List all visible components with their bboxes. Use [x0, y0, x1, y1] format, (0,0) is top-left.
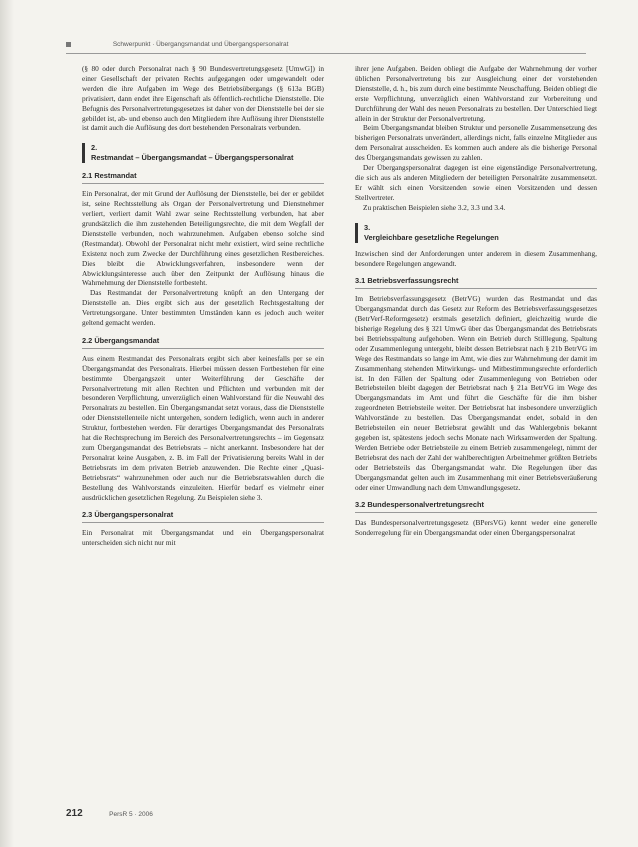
paragraph: Ein Personalrat, der mit Grund der Auflösung der Dienststelle, bei der er gebildet ist, seine Rechtsstellung als Organ der Personalvertretung und Dienstnehmer verliert, verliert damit Wahl zwar seine Rechtsstellung verbunden, hat aber grundsätzlich die ihm zustehenden Beteiligungsrechte, die mit dem Wegfall der Dienststelle verbunden, noch wahrzunehmen. Aufgaben ebenso solche sind (Restmandat). Obwohl der Personalrat nicht mehr existiert, wird seine rechtliche Existenz noch zum Zwecke der Durchführung eines gesetzlichen Restbereiches. Dies bleibt die Abwicklungsverfahren, insbesondere wenn der Abwicklungsinteresse auch über den Zeitpunkt der Auflösung hinaus die Wahrnehmung der Dienststelle fortbesteht.: [82, 189, 324, 288]
paragraph: Ein Personalrat mit Übergangsmandat und ein Übergangspersonalrat unterscheiden sich nicht nur mit: [82, 528, 324, 548]
subheading-betriebsverfassungsrecht: 3.1 Betriebsverfassungsrecht: [355, 276, 597, 289]
paragraph: Der Übergangspersonalrat dagegen ist eine eigenständige Personalvertretung, die sich aus als anderen Mitgliedern der beteiligten Personalräte zusammensetzt. Er wählt sich einen Vorsitzenden sowie einen Vorsitzenden und dessen Stellvertreter.: [355, 163, 597, 202]
paragraph: Aus einem Restmandat des Personalrats ergibt sich aber keinesfalls per se ein Übergangsmandat des Personalrats. Hierbei müssen dessen Fortbestehen für eine bestimmte Übergangszeit unter Weiterführung der Geschäfte der Personalvertretung mit allen Rechten und Pflichten und verbunden mit der besonderen Verpflichtung, unverzüglich einen Wahlvorstand für die Neuwahl des Personalrats zu bestellen. Ein Übergangsmandat setzt voraus, dass die Dienststelle oder Dienststellenteile nicht untergehen, sondern lediglich, wenn auch in anderer Struktur, fortbestehen werden. Für derartiges Übergangsmandat des Personalrats hat die Rechtsprechung im Bereich des Personalvertretungsrechts – im Gegensatz zum Übergangsmandat des Betriebsrats – nicht anerkannt. Insbesondere hat der Personalrat keine Ausgaben, z. B. im Fall der Privatisierung bereits Wahl in der Betriebsrats im dem privaten Betrieb anzuwenden. Die Rechte einer „Quasi-Betriebsrats“ wahrzunehmen oder auch nur die Betriebsratswahlen durch die Bestellung des Wahlvorstands einzuleiten. Hierfür bedarf es vielmehr einer ausdrücklichen gesetzlichen Regelung. Zu Beispielen siehe 3.: [82, 353, 324, 502]
section-number: 2.: [91, 143, 98, 153]
running-head-text: Schwerpunkt · Übergangsmandat und Übergangspersonalrat: [112, 41, 289, 48]
section-heading-3: [355, 223, 597, 243]
section-title: Restmandat – Übergangsmandat – Übergangspersonalrat: [91, 153, 294, 163]
subheading-bundespersonalvertretungsrecht: 3.2 Bundespersonalvertretungsrecht: [355, 500, 597, 513]
paragraph: Inzwischen sind der Anforderungen unter anderem in diesem Zusammenhang, besondere Regelungen angewandt.: [355, 248, 597, 268]
publication-info: PersR 5 · 2006: [109, 811, 153, 818]
left-column: [82, 64, 324, 804]
subheading-uebergangspersonalrat: 2.3 Übergangspersonalrat: [82, 510, 324, 523]
paragraph: Im Betriebsverfassungsgesetz (BetrVG) wurden das Restmandat und das Übergangsmandat durch das Gesetz zur Reform des Betriebsverfassungsgesetzes (BetrVerf-Reformgesetz) erstmals gesetzlich definiert, gleichzeitig wurde die bisherige Regelung des § 321 UmwG über das Übergangsmandat des Betriebsrats bei Betriebsspaltung aufgehoben. Wenn ein Betrieb durch Stilllegung, Spaltung oder Zusammenlegung untergeht, bleibt dessen Betriebsrat nach § 21b BetrVG im Wege des Restmandats so lange im Amt, wie dies zur Wahrnehmung der damit im Zusammenhang stehenden Mitwirkungs- und Mitbestimmungsrechte erforderlich ist. In den Fällen der Spaltung oder Zusammenlegung von Betrieben oder Betriebsteilen bleibt dagegen der Betriebsrat nach § 21a BetrVG im Wege des Übergangsmandats im Amt und führt die Geschäfte für die ihm bisher zugeordneten Betriebsteile weiter. Der Betriebsrat hat insbesondere unverzüglich Wahlvorstände zu bestellen. Das Übergangsmandat endet, sobald in den Betriebsteilen ein neuer Betriebsrat gewählt und das Wahlergebnis bekannt gegeben ist, spätestens jedoch sechs Monate nach Wirksamwerden der Spaltung. Werden Betriebe oder Betriebsteile zu einem Betrieb zusammengelegt, nimmt der Betriebsrat des nach der Zahl der wahlberechtigten Arbeitnehmer größten Betriebs oder Betriebsteils das Übergangsmandat wahr. Die Regelungen über das Übergangsmandat gelten auch im Zusammenhang mit einer Betriebsveräußerung oder einer Umwandlung nach dem Umwandlungsgesetz.: [355, 294, 597, 492]
subheading-uebergangsmandat: 2.2 Übergangsmandat: [82, 336, 324, 349]
paragraph: Das Restmandat der Personalvertretung knüpft an den Untergang der Dienststelle an. Dies ergibt sich aus der gesetzlich Rechtsgestaltung der Vertretungsorgane. Unter bestimmten Umständen kann es jedoch auch weiter geltend gemacht werden.: [82, 288, 324, 328]
subheading-restmandat: 2.1 Restmandat: [82, 171, 324, 184]
section-title: Vergleichbare gesetzliche Regelungen: [364, 232, 499, 242]
section-heading-2: [82, 143, 324, 163]
paragraph: Zu praktischen Beispielen siehe 3.2, 3.3 und 3.4.: [363, 202, 506, 212]
paragraph: ihrer jene Aufgaben. Beiden obliegt die Aufgabe der Wahrnehmung der vorher üblichen Personalvertretung bis zur Ausgleichung einer der vorstehenden Dienststelle, d. h., bis zum durch eine bestimmte Neuschaffung. Beiden obliegt die erste Verpflichtung, unverzüglich einen Wahlvorstand zur Vorbereitung und Durchführung der Wahl des neuen Personalrats zu bestellen. Der Unterschied liegt allein in der Struktur der Personalvertretung.: [355, 64, 597, 123]
paragraph: (§ 80 oder durch Personalrat nach § 90 Bundesvertretungsgesetz [UmwG]) in einer Gesellschaft der privaten Rechts aufgegangen oder umgewandelt oder werden die ihre Aufgaben im Wege des Betriebsübergangs (§ 613a BGB) privatisiert, dann endet ihre Eigenschaft als öffentlich-rechtliche Dienststelle. Die Befugnis des Personalvertretungsgesetzes ist daher von der Dienststelle bei der sie gebildet ist, ab- und ebenso auch den Mitgliedern ihre Auflösung ihrer Dienststelle ist damit auch die Auflösung des dort bestehenden Personalrats verbunden.: [82, 64, 324, 133]
page-footer: [66, 803, 153, 821]
header-marker-icon: [66, 42, 71, 47]
page-binding-shadow: [0, 0, 14, 847]
paragraph: Das Bundespersonalvertretungsgesetz (BPersVG) kennt weder eine generelle Sonderregelung für ein Übergangsmandat oder einen Übergangspersonalrat: [355, 518, 597, 538]
paragraph: Beim Übergangsmandat bleiben Struktur und personelle Zusammensetzung des bisherigen Personalrats unverändert, allerdings nicht, falls einzelne Mitglieder aus dem Personalrat ausscheiden. Es kommen auch andere als die bisherige Personal des Übergangsmandats gewissen zu zahlen.: [355, 123, 597, 163]
page-number: 212: [66, 808, 83, 819]
right-column: [355, 64, 597, 824]
section-number: 3.: [364, 222, 371, 232]
running-head: [66, 41, 586, 54]
